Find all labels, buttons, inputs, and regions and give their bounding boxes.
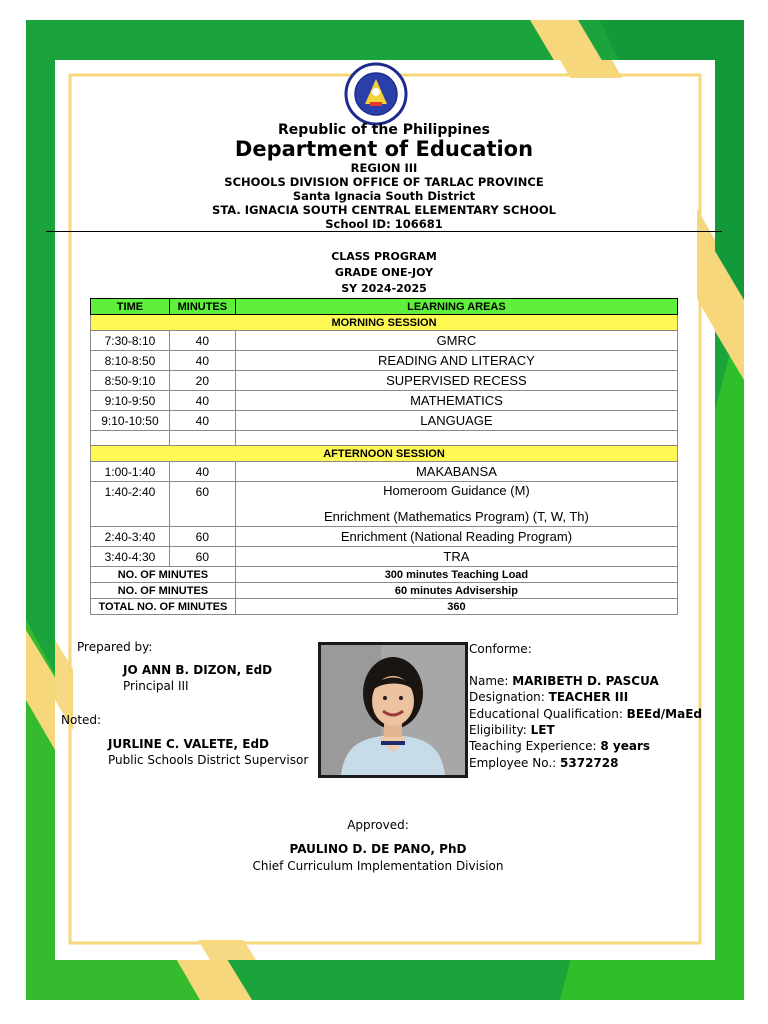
region: REGION III: [350, 161, 418, 175]
area-cell: SUPERVISED RECESS: [235, 371, 677, 391]
time-cell: 8:50-9:10: [91, 371, 170, 391]
summary-value: 300 minutes Teaching Load: [235, 567, 677, 583]
col-header-areas: LEARNING AREAS: [235, 299, 677, 315]
time-cell: 2:40-3:40: [91, 527, 170, 547]
conforme-designation: Designation: TEACHER III: [469, 690, 629, 704]
area-cell: GMRC: [235, 331, 677, 351]
time-cell: 1:40-2:40: [91, 482, 170, 527]
table-header-row: [91, 299, 678, 315]
noted-name: JURLINE C. VALETE, EdD: [108, 737, 269, 751]
minutes-cell: 60: [169, 527, 235, 547]
deped-seal-icon: [344, 62, 408, 126]
time-cell: 8:10-8:50: [91, 351, 170, 371]
approved-label: Approved:: [347, 818, 409, 832]
minutes-cell: 40: [169, 462, 235, 482]
time-cell: 1:00-1:40: [91, 462, 170, 482]
program-grade: GRADE ONE-JOY: [334, 266, 434, 279]
table-row: [91, 391, 678, 411]
program-title: CLASS PROGRAM: [331, 250, 437, 263]
conforme-experience: Teaching Experience: 8 years: [469, 739, 651, 753]
area-cell: MAKABANSA: [235, 462, 677, 482]
time-cell: 9:10-9:50: [91, 391, 170, 411]
district: Santa Ignacia South District: [292, 189, 476, 203]
department-name: Department of Education: [234, 137, 534, 161]
table-row: [91, 331, 678, 351]
session-row: [91, 446, 678, 462]
approved-name: PAULINO D. DE PANO, PhD: [289, 842, 467, 856]
morning-session-label: MORNING SESSION: [91, 315, 678, 331]
area-line-homeroom: Homeroom Guidance (M): [383, 483, 530, 498]
summary-label: NO. OF MINUTES: [91, 583, 236, 599]
summary-value: 60 minutes Advisership: [235, 583, 677, 599]
time-cell: 7:30-8:10: [91, 331, 170, 351]
summary-row: [91, 599, 678, 615]
table-row: [91, 482, 678, 527]
summary-value: 360: [235, 599, 677, 615]
prepared-by-name: JO ANN B. DIZON, EdD: [123, 663, 273, 677]
session-row: [91, 315, 678, 331]
blank-row: [91, 431, 678, 446]
table-row: [91, 411, 678, 431]
area-cell: MATHEMATICS: [235, 391, 677, 411]
conforme-qualification: Educational Qualification: BEEd/MaEd: [469, 707, 703, 721]
teacher-photo: [318, 642, 468, 778]
division: SCHOOLS DIVISION OFFICE OF TARLAC PROVINCE: [224, 175, 544, 189]
area-cell: LANGUAGE: [235, 411, 677, 431]
summary-row: [91, 567, 678, 583]
area-line-enrichment-math: Enrichment (Mathematics Program) (T, W, Th): [323, 509, 589, 524]
program-school-year: SY 2024-2025: [341, 282, 427, 295]
area-cell: TRA: [235, 547, 677, 567]
noted-title: Public Schools District Supervisor: [108, 753, 309, 767]
class-program-table: [90, 298, 678, 615]
minutes-cell: 60: [169, 482, 235, 527]
table-row: [91, 547, 678, 567]
minutes-cell: 40: [169, 411, 235, 431]
summary-label: TOTAL NO. OF MINUTES: [91, 599, 236, 615]
minutes-cell: 60: [169, 547, 235, 567]
noted-label: Noted:: [61, 713, 102, 727]
minutes-cell: 20: [169, 371, 235, 391]
prepared-by-label: Prepared by:: [77, 640, 153, 654]
minutes-cell: 40: [169, 331, 235, 351]
col-header-minutes: MINUTES: [169, 299, 235, 315]
col-header-time: TIME: [91, 299, 170, 315]
area-cell: Enrichment (National Reading Program): [235, 527, 677, 547]
header-divider: [46, 231, 722, 232]
minutes-cell: 40: [169, 391, 235, 411]
afternoon-session-label: AFTERNOON SESSION: [91, 446, 678, 462]
summary-row: [91, 583, 678, 599]
table-row: [91, 462, 678, 482]
school-name: STA. IGNACIA SOUTH CENTRAL ELEMENTARY SCHOOL: [212, 203, 556, 217]
country-name: Republic of the Philippines: [278, 122, 490, 138]
time-cell: 9:10-10:50: [91, 411, 170, 431]
school-id: School ID: 106681: [325, 217, 443, 231]
conforme-eligibility: Eligibility: LET: [469, 723, 555, 737]
table-row: [91, 527, 678, 547]
conforme-label: Conforme:: [469, 642, 532, 656]
conforme-employee-no: Employee No.: 5372728: [469, 756, 619, 770]
prepared-by-title: Principal III: [123, 679, 189, 693]
conforme-name: Name: MARIBETH D. PASCUA: [469, 674, 659, 688]
table-row: [91, 351, 678, 371]
summary-label: NO. OF MINUTES: [91, 567, 236, 583]
area-cell: [235, 482, 677, 527]
minutes-cell: 40: [169, 351, 235, 371]
table-row: [91, 371, 678, 391]
approved-title: Chief Curriculum Implementation Division: [252, 859, 504, 873]
time-cell: 3:40-4:30: [91, 547, 170, 567]
area-cell: READING AND LITERACY: [235, 351, 677, 371]
